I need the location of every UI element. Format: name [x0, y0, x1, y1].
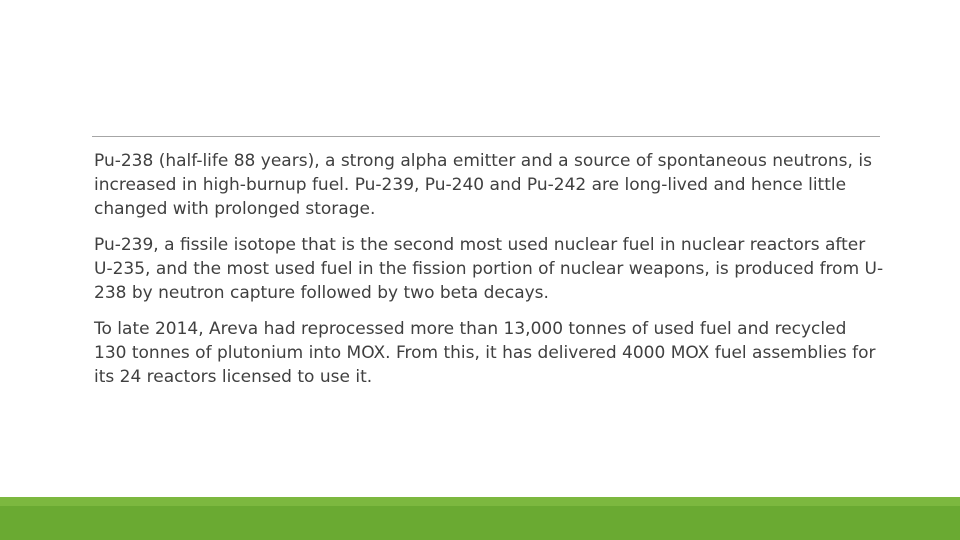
footer-band-highlight — [0, 497, 960, 506]
paragraph-plutonium-238: Pu-238 (half-life 88 years), a strong alpha emitter and a source of spontaneous neutrons, is increased in high-burnup fuel. Pu-239, Pu-240 and Pu-242 are long-lived and hence little changed with prolonged storage. — [94, 151, 872, 219]
paragraph-plutonium-239: Pu-239, a fissile isotope that is the second most used nuclear fuel in nuclear reactors after U-235, and the most used fuel in the fission portion of nuclear weapons, is produced from U-238 by neutron capture followed by two beta decays. — [94, 235, 884, 303]
footer-green-band — [0, 497, 960, 540]
paragraph-areva-reprocessing: To late 2014, Areva had reprocessed more than 13,000 tonnes of used fuel and recycled 130 tonnes of plutonium into MOX. From this, it has delivered 4000 MOX fuel assemblies for its 24 reactors licensed to use it. — [94, 319, 876, 387]
body-text — [94, 149, 884, 401]
title-divider-line — [92, 136, 880, 137]
